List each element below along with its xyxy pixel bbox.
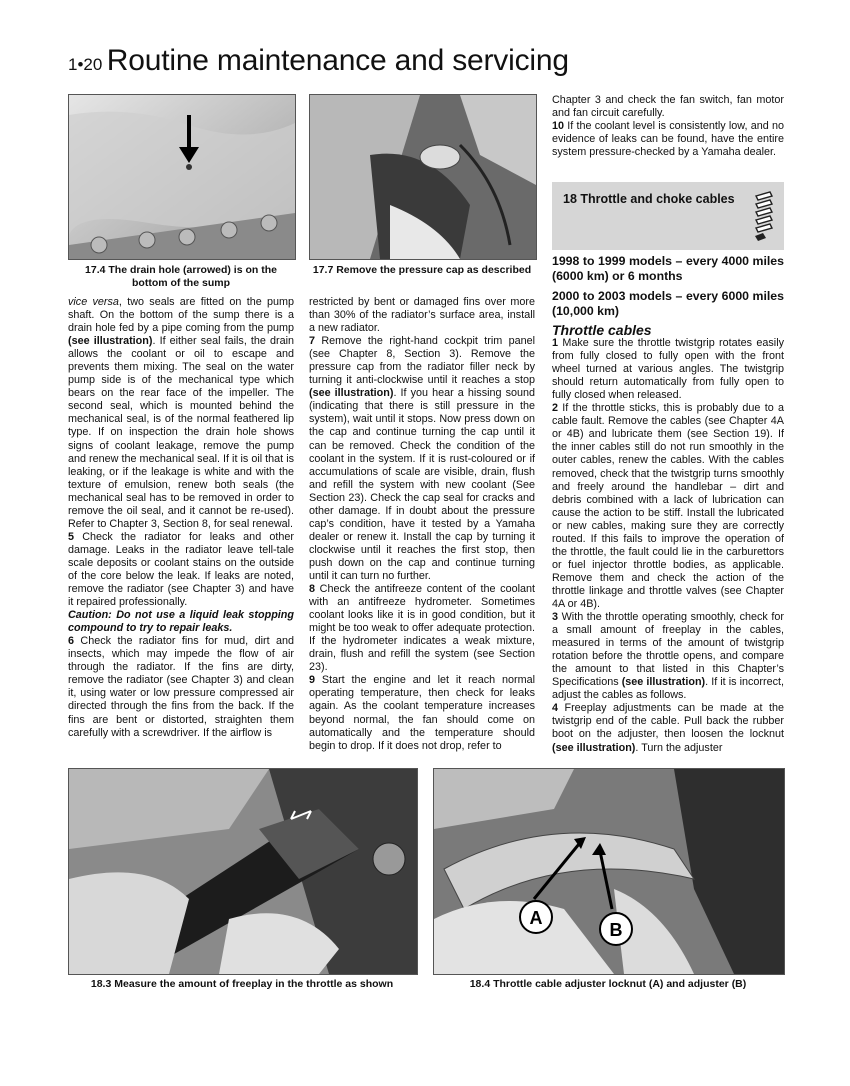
paragraph-9: 9 Start the engine and let it reach normal operating temperature, then check for leaks again. As the coolant temperature increases beyond normal, the fan should come on automatically and the temperature should begin to drop. If it does not drop, refer to (309, 674, 535, 752)
figure-17-7-caption: 17.7 Remove the pressure cap as described (312, 264, 532, 276)
paragraph-9-continued: Chapter 3 and check the fan switch, fan motor and fan circuit carefully. (552, 94, 784, 120)
figure-18-4-photo (433, 768, 785, 975)
figure-18-4-caption: 18.4 Throttle cable adjuster locknut (A) and adjuster (B) (469, 978, 747, 990)
paragraph-4-continued: vice versa, two seals are fitted on the pump shaft. On the bottom of the sump there is a drain hole fed by a pipe coming from the pump (see illustration). If either seal fails, the drain allows the coolant or oil to escape and prevents them mixing. The seal on the water pump side is of the mechanical type which bears on the rear face of the impeller. The second seal, which is mounted behind the mechanical seal, is of the normal feathered lip type. If on inspection the drain hole shows signs of coolant leakage, remove the pump and renew the mechanical seal. If it is oil that is leaking, or if the leakage is white and with the texture of emulsion, renew both seals (the mechanical seal has to be removed in order to remove the oil seal, and it cannot be re-used). Refer to Chapter 3, Section 8, for seal renewal. (68, 296, 295, 530)
page-title: Routine maintenance and servicing (106, 44, 569, 77)
interval-heading-1: 1998 to 1999 models – every 4000 miles (6000 km) or 6 months (552, 254, 784, 283)
paragraph-8: 8 Check the antifreeze content of the coolant with an antifreeze hydrometer. Sometimes coolant looks like it is in good condition, but it might be too weak to offer adequate protection. If the hydrometer indicates a weak mixture, drain, flush and refill the system (see Section 23). (309, 583, 535, 674)
step-1: 1 Make sure the throttle twistgrip rotates easily from fully closed to fully open with the front wheel turned at various angles. The twistgrip should return automatically from fully open to fully closed when released. (552, 337, 784, 402)
column-2 (309, 296, 535, 753)
sump-photo-drawing (69, 95, 295, 259)
caution-note: Caution: Do not use a liquid leak stopping compound to try to repair leaks. (68, 609, 294, 635)
figure-18-3-caption: 18.3 Measure the amount of freeplay in the throttle as shown (90, 978, 394, 990)
page-number: 1•20 (68, 55, 103, 74)
pressure-cap-photo-drawing (310, 95, 536, 259)
step-4: 4 Freeplay adjustments can be made at the twistgrip end of the cable. Pull back the rubber boot on the adjuster, then loosen the locknut (see illustration). Turn the adjuster (552, 702, 784, 754)
cable-adjuster-photo-drawing (434, 769, 784, 974)
paragraph-7: 7 Remove the right-hand cockpit trim panel (see Chapter 8, Section 3). Remove the pressure cap from the radiator filler neck by turning it anti-clockwise until it reaches a stop (see illustration). If you hear a hissing sound (indicating that there is still pressure in the system), wait until it stops. Now press down on the cap and continue turning the cap until it can be removed. Check the condition of the coolant in the system. If it is rust-coloured or if accumulations of scale are visible, drain, flush and refill the system with new coolant (See Section 23). Check the cap seal for cracks and other damage. If in doubt about the pressure cap’s condition, have it tested by a Yamaha dealer or renew it. Install the cap by turning it clockwise until it reaches the first stop, then push down on the cap and continue turning until it can turn no further. (309, 335, 535, 582)
subheading-throttle-cables: Throttle cables (552, 322, 652, 338)
figure-17-4-photo (68, 94, 296, 260)
figure-17-7-photo (309, 94, 537, 260)
label-b: B (609, 920, 623, 940)
paragraph-6: 6 Check the radiator fins for mud, dirt and insects, which may impede the flow of air through the radiator. If the fins are dirty, remove the radiator (see Chapter 3) and clean it, using water or low pressure compressed air directed through the fins from the back. If the fins are bent or distorted, straighten them carefully with a screwdriver. If the airflow is (68, 635, 294, 739)
paragraph-5: 5 Check the radiator for leaks and other damage. Leaks in the radiator leave tell-tale scale deposits or coolant stains on the outside of the core below the leak. If leaks are noted, remove the radiator (see Chapter 3) and have it repaired professionally. (68, 530, 294, 609)
section-title: 18 Throttle and choke cables (563, 192, 735, 206)
column-1 (68, 296, 294, 740)
section-18-header (552, 182, 784, 250)
column-3-bottom (552, 254, 784, 755)
label-a: A (529, 908, 543, 928)
step-2: 2 If the throttle sticks, this is probably due to a cable fault. Remove the cables (see Chapter 4A or 4B) and lubricate them (see Section 19). If the inner cables still do not run smoothly in the outer cables, renew the cables. With the cables removed, check that the twistgrip turns smoothly and freely around the handlebar – dirt and debris combined with a lack of lubrication can cause the action to be stiff. Install the lubricated or new cables, making sure they are correctly routed. If this fails to improve the operation of the throttle, the fault could lie in the carburettors or fuel injector throttle bodies, as applicable. Remove them and check the action of the throttle linkage and throttle valves (see Chapter 4A or 4B). (552, 402, 784, 610)
difficulty-wrench-icon (752, 188, 778, 244)
paragraph-6-continued: restricted by bent or damaged fins over more than 30% of the radiator’s surface area, install a new radiator. (309, 296, 535, 335)
throttle-twistgrip-photo-drawing (69, 769, 417, 974)
page-header (68, 44, 569, 78)
step-3: 3 With the throttle operating smoothly, check for a small amount of freeplay in the cables, measured in terms of the amount of twistgrip rotation before the throttle opens, and compare the amount to that listed in this Chapter’s Specifications (see illustration). If it is incorrect, adjust the cables as follows. (552, 611, 784, 702)
figure-17-4-caption: 17.4 The drain hole (arrowed) is on the bottom of the sump (85, 264, 277, 289)
column-3-top (552, 94, 784, 159)
interval-heading-2: 2000 to 2003 models – every 6000 miles (10,000 km) (552, 289, 784, 318)
figure-18-3-photo (68, 768, 418, 975)
paragraph-10: 10 If the coolant level is consistently low, and no evidence of leaks can be found, have the entire system pressure-checked by a Yamaha dealer. (552, 120, 784, 159)
